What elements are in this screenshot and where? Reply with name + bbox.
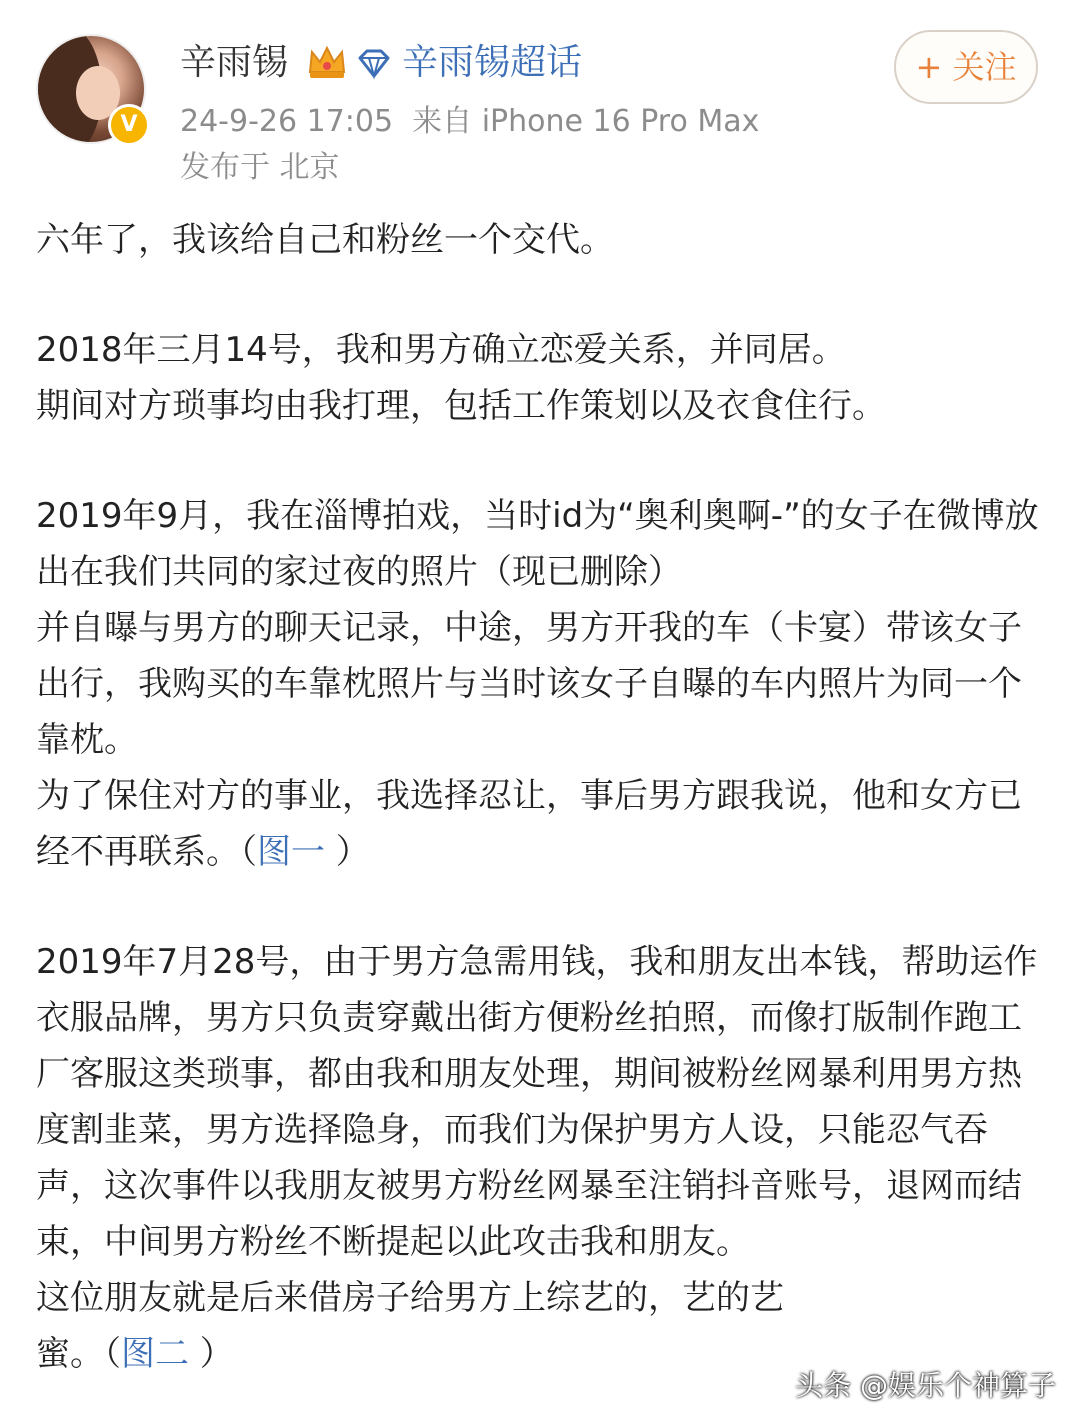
- post-meta: [180, 102, 759, 142]
- paragraph-4-end: ）: [189, 1334, 234, 1374]
- paragraph-4-text: 2019年7月28号，由于男方急需用钱，我和朋友出本钱，帮助运作衣服品牌，男方只负责穿戴出街方便粉丝拍照，而像打版制作跑工厂客服这类琐事，都由我和朋友处理，期间被粉丝网暴利用男方热度割韭菜，男方选择隐身，而我们为保护男方人设，只能忍气吞声，这次事件以我朋友被男方粉丝网暴至注销抖音账号，退网而结束，中间男方粉丝不断提起以此攻击我和朋友。 这位朋友就是后来借房子给男方上综艺的，: [36, 942, 1038, 1318]
- post-header: [0, 0, 1080, 200]
- paragraph-3-end: ）: [325, 832, 370, 872]
- paragraph-4-last: 蜜。（: [36, 1334, 121, 1374]
- post-timestamp: 24-9-26 17:05: [180, 104, 394, 139]
- paragraph-2: 2018年三月14号，我和男方确立恋爱关系，并同居。 期间对方琐事均由我打理，包括工作策划以及衣食住行。: [36, 330, 886, 426]
- avatar[interactable]: [36, 34, 146, 144]
- paragraph-3-text: 2019年9月，我在淄博拍戏，当时id为“奥利奥啊-”的女子在微博放出在我们共同的家过夜的照片（现已删除） 并自曝与男方的聊天记录，中途，男方开我的车（卡宴）带该女子出行，我购买的车靠枕照片与当时该女子自曝的车内照片为同一个靠枕。 为了保住对方的事业，我选择忍让，事后男方跟我说，他和女方已经不再联系。（: [36, 496, 1039, 872]
- verified-badge-icon: V: [108, 104, 150, 146]
- post-location: 发布于 北京: [180, 150, 340, 185]
- crown-icon[interactable]: [306, 42, 348, 82]
- paragraph-1: 六年了，我该给自己和粉丝一个交代。: [36, 220, 614, 260]
- watermark: 头条 @娱乐个神算子: [795, 1369, 1056, 1402]
- figure-2-link[interactable]: 图二: [121, 1334, 189, 1374]
- post-body: [36, 212, 1046, 1424]
- username[interactable]: 辛雨锡: [180, 42, 289, 83]
- supertopic-link[interactable]: 辛雨锡超话: [402, 42, 583, 83]
- paragraph-3: [36, 488, 1046, 880]
- paragraph-4: [36, 934, 1046, 1382]
- follow-button[interactable]: + 关注: [894, 30, 1038, 104]
- post-source: 来自 iPhone 16 Pro Max: [412, 104, 760, 139]
- meta-spacer: [393, 104, 412, 139]
- diamond-icon: [356, 48, 392, 80]
- paragraph-4-tail: 艺的艺: [682, 1278, 784, 1318]
- figure-1-link[interactable]: 图一: [257, 832, 325, 872]
